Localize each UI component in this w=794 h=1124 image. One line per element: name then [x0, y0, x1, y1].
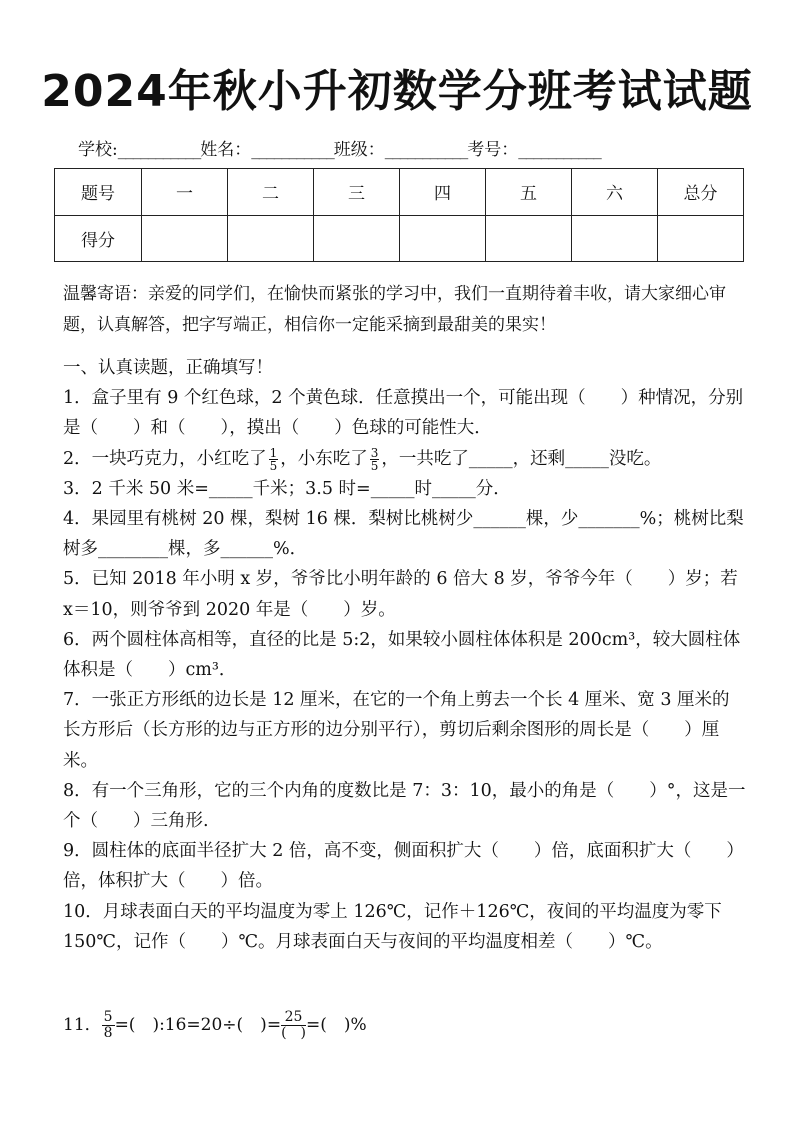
q2-text-b: ，小东吃了: [280, 448, 368, 469]
q2-text-c: ，一共吃了_____，还剩_____没吃。: [381, 448, 662, 469]
score-header-cell: 六: [572, 169, 658, 216]
q2-text-a: 2．一块巧克力，小红吃了: [63, 448, 267, 469]
school-label: 学校:: [78, 140, 118, 160]
question-10: 10．月球表面白天的平均温度为零上 126℃，记作＋126℃，夜间的平均温度为零下 150℃，记作（ ）℃。月球表面白天与夜间的平均温度相差（ ）℃。: [63, 901, 722, 952]
name-blank[interactable]: ___________: [251, 140, 334, 160]
page-title: 2024年秋小升初数学分班考试试题: [41, 66, 753, 117]
q11-equation-b: =( )%: [306, 1015, 367, 1035]
score-header-cell: 三: [314, 169, 400, 216]
class-blank[interactable]: ___________: [384, 140, 468, 160]
question-9: 9．圆柱体的底面半径扩大 2 倍，高不变，侧面积扩大（ ）倍，底面积扩大（ ）倍，体积扩大（ ）倍。: [63, 841, 744, 892]
score-cell[interactable]: [486, 215, 572, 262]
fraction-five-eighths: $\frac{5}{8}$: [103, 1009, 113, 1041]
score-header-cell: 四: [400, 169, 486, 216]
score-cell[interactable]: [142, 215, 228, 262]
question-2: [63, 444, 747, 474]
score-cell[interactable]: [228, 215, 314, 262]
question-section: [63, 353, 747, 957]
score-cell[interactable]: [572, 215, 658, 262]
score-cell[interactable]: [400, 215, 486, 262]
score-table-score-row: [55, 215, 744, 262]
question-8: 8．有一个三角形，它的三个内角的度数比是 7：3：10，最小的角是（ ）°，这是一个（ ）三角形.: [63, 780, 746, 832]
exam-number-blank[interactable]: ___________: [518, 140, 601, 160]
score-cell[interactable]: [658, 215, 744, 262]
fraction-three-fifths: $\frac{3}{5}$: [370, 445, 379, 473]
score-header-cell: 二: [228, 169, 314, 216]
exam-number-label: 考号：: [467, 140, 519, 160]
section-heading: 一、认真读题，正确填写！: [63, 358, 273, 378]
question-7: 7．一张正方形纸的边长是 12 厘米，在它的一个角上剪去一个长 4 厘米、宽 3 厘米的长方形后（长方形的边与正方形的边分别平行），剪切后剩余图形的周长是（ ）厘米。: [63, 690, 730, 771]
question-4: 4．果园里有桃树 20 棵，梨树 16 棵．梨树比桃树少______棵，少_______%；桃树比梨树多________棵，多______%．: [63, 509, 744, 560]
question-1: 1．盒子里有 9 个红色球，2 个黄色球．任意摸出一个，可能出现（ ）种情况，分别是（ ）和（ ），摸出（ ）色球的可能性大．: [63, 388, 744, 439]
intro-message: 温馨寄语：亲爱的同学们，在愉快而紧张的学习中，我们一直期待着丰收，请大家细心审题，认真解答，把字写端正，相信你一定能采摘到最甜美的果实！: [63, 284, 726, 335]
name-label: 姓名：: [200, 140, 252, 160]
class-label: 班级：: [333, 140, 385, 160]
score-header-cell: 总分: [658, 169, 744, 216]
school-blank[interactable]: ___________: [117, 140, 201, 160]
q11-label: 11．: [63, 1015, 102, 1035]
question-3: 3．2 千米 50 米=_____千米；3.5 时=_____时_____分．: [63, 478, 511, 499]
question-5: 5．已知 2018 年小明 x 岁，爷爷比小明年龄的 6 倍大 8 岁，爷爷今年（ ）岁；若 x＝10，则爷爷到 2020 年是（ ）岁。: [63, 569, 738, 620]
score-header-cell: 题号: [55, 169, 142, 216]
score-header-cell: 一: [142, 169, 228, 216]
student-info-line: [78, 138, 738, 162]
question-11: [63, 1010, 367, 1041]
score-header-cell: 五: [486, 169, 572, 216]
q11-equation-a: =( ):16=20÷( )=: [114, 1015, 282, 1035]
score-table: [54, 168, 744, 262]
question-6: 6．两个圆柱体高相等，直径的比是 5:2，如果较小圆柱体体积是 200cm³，较大圆柱体体积是（ ）cm³．: [63, 629, 741, 681]
score-table-header-row: [55, 169, 744, 216]
score-cell[interactable]: [314, 215, 400, 262]
score-row-label: 得分: [55, 215, 142, 262]
fraction-25-over-blank: 25 ( ): [281, 1009, 306, 1041]
fraction-one-fifth: $\frac{1}{5}$: [269, 445, 278, 473]
